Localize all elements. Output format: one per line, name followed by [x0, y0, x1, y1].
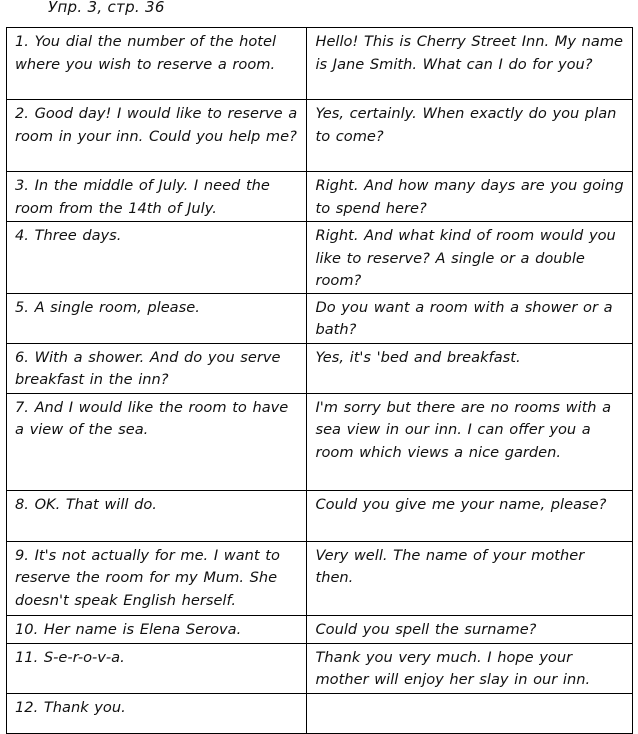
receptionist-line: Yes, certainly. When exactly do you plan to come? — [307, 100, 633, 172]
table-row — [7, 28, 633, 100]
receptionist-line: Hello! This is Cherry Street Inn. My name is Jane Smith. What can I do for you? — [307, 28, 633, 100]
guest-line: 11. S-e-r-o-v-a. — [7, 643, 307, 693]
receptionist-line: I'm sorry but there are no rooms with a sea view in our inn. I can offer you a room which views a nice garden. — [307, 393, 633, 490]
receptionist-line: Do you want a room with a shower or a bath? — [307, 293, 633, 343]
guest-line: 4. Three days. — [7, 222, 307, 294]
table-row — [7, 293, 633, 343]
receptionist-line: Thank you very much. I hope your mother will enjoy her slay in our inn. — [307, 643, 633, 693]
table-row — [7, 541, 633, 615]
guest-line: 7. And I would like the room to have a view of the sea. — [7, 393, 307, 490]
table-row — [7, 490, 633, 541]
guest-line: 3. In the middle of July. I need the room from the 14th of July. — [7, 172, 307, 222]
table-row — [7, 615, 633, 643]
guest-line: 6. With a shower. And do you serve breakfast in the inn? — [7, 343, 307, 393]
receptionist-line: Right. And what kind of room would you like to reserve? A single or a double room? — [307, 222, 633, 294]
guest-line: 2. Good day! I would like to reserve a room in your inn. Could you help me? — [7, 100, 307, 172]
exercise-caption: Упр. 3, стр. 36 — [48, 0, 165, 16]
table-row — [7, 172, 633, 222]
guest-line: 12. Thank you. — [7, 693, 307, 733]
guest-line: 10. Her name is Elena Serova. — [7, 615, 307, 643]
table-row — [7, 643, 633, 693]
dialogue-table — [6, 27, 633, 734]
table-row — [7, 693, 633, 733]
receptionist-line — [307, 693, 633, 733]
guest-line: 8. OK. That will do. — [7, 490, 307, 541]
guest-line: 5. A single room, please. — [7, 293, 307, 343]
guest-line: 9. It's not actually for me. I want to reserve the room for my Mum. She doesn't speak English herself. — [7, 541, 307, 615]
table-row — [7, 100, 633, 172]
table-row — [7, 222, 633, 294]
table-row — [7, 343, 633, 393]
receptionist-line: Could you give me your name, please? — [307, 490, 633, 541]
receptionist-line: Could you spell the surname? — [307, 615, 633, 643]
receptionist-line: Right. And how many days are you going to spend here? — [307, 172, 633, 222]
guest-line: 1. You dial the number of the hotel where you wish to reserve a room. — [7, 28, 307, 100]
receptionist-line: Yes, it's 'bed and breakfast. — [307, 343, 633, 393]
receptionist-line: Very well. The name of your mother then. — [307, 541, 633, 615]
table-row — [7, 393, 633, 490]
